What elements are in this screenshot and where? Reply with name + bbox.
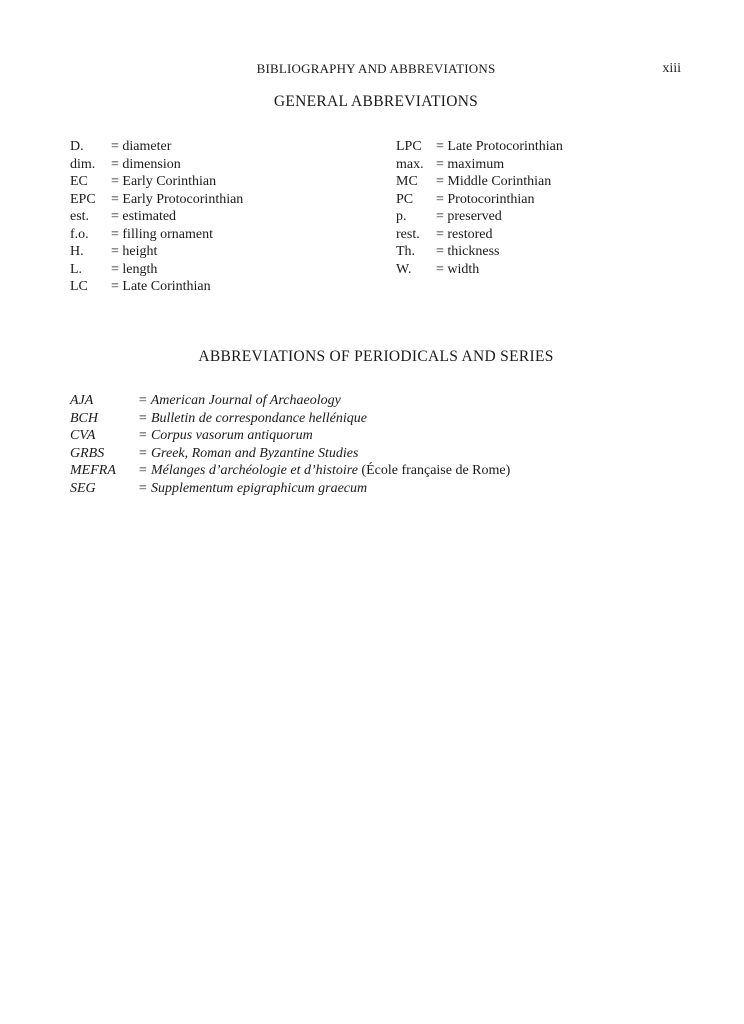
abbreviation-code: max. xyxy=(396,156,424,172)
abbreviation-code: H. xyxy=(70,244,84,259)
periodical-row xyxy=(70,480,510,498)
abbreviation-row xyxy=(70,208,243,226)
abbreviation-row xyxy=(70,191,243,209)
periodical-row xyxy=(70,410,510,428)
abbreviation-meaning: = Late Corinthian xyxy=(111,279,211,294)
abbreviation-row xyxy=(396,173,563,191)
abbreviation-row xyxy=(396,138,563,156)
abbreviation-row xyxy=(396,191,563,209)
abbreviation-meaning: = restored xyxy=(436,226,493,242)
general-abbreviations-right-column xyxy=(396,138,563,278)
abbreviation-code: EPC xyxy=(70,191,96,207)
abbreviation-row xyxy=(70,278,243,296)
periodical-code: MEFRA xyxy=(70,463,116,478)
periodical-row xyxy=(70,445,510,463)
abbreviation-code: L. xyxy=(70,261,83,277)
periodical-code: AJA xyxy=(70,393,94,408)
abbreviation-code: MC xyxy=(396,174,418,189)
periodicals-list xyxy=(70,392,510,497)
abbreviation-code: W. xyxy=(396,261,412,277)
abbreviation-code: LC xyxy=(70,279,88,294)
abbreviation-row xyxy=(70,156,243,174)
abbreviation-row xyxy=(70,261,243,279)
periodical-title: = Supplementum epigraphicum graecum xyxy=(138,480,368,496)
abbreviation-meaning: = filling ornament xyxy=(111,226,213,242)
periodical-title: = Mélanges d’archéologie et d’histoire xyxy=(138,463,358,478)
abbreviation-meaning: = Early Corinthian xyxy=(111,174,217,189)
periodical-row xyxy=(70,462,510,480)
abbreviation-row xyxy=(70,173,243,191)
periodical-note: (École française de Rome) xyxy=(357,463,511,478)
page-number: xiii xyxy=(662,61,681,76)
abbreviation-code: Th. xyxy=(396,244,416,259)
abbreviation-row xyxy=(396,243,563,261)
abbreviation-meaning: = dimension xyxy=(111,156,181,172)
abbreviation-code: LPC xyxy=(396,139,422,154)
abbreviation-code: rest. xyxy=(396,226,420,242)
abbreviation-meaning: = maximum xyxy=(436,156,505,172)
abbreviation-meaning: = estimated xyxy=(111,209,177,224)
abbreviation-meaning: = thickness xyxy=(436,244,500,259)
abbreviation-row xyxy=(396,261,563,279)
periodical-row xyxy=(70,427,510,445)
abbreviation-row xyxy=(396,208,563,226)
running-title: BIBLIOGRAPHY AND ABBREVIATIONS xyxy=(256,61,496,76)
general-abbreviations-heading: GENERAL ABBREVIATIONS xyxy=(273,93,479,110)
periodicals-heading: ABBREVIATIONS OF PERIODICALS AND SERIES xyxy=(198,348,554,365)
abbreviation-meaning: = height xyxy=(111,244,158,259)
abbreviation-row xyxy=(70,243,243,261)
abbreviation-meaning: = diameter xyxy=(111,139,172,154)
abbreviation-meaning: = Middle Corinthian xyxy=(436,174,552,189)
abbreviation-row xyxy=(396,156,563,174)
abbreviation-meaning: = Early Protocorinthian xyxy=(111,191,244,207)
abbreviation-meaning: = Protocorinthian xyxy=(436,191,535,207)
abbreviation-meaning: = Late Protocorinthian xyxy=(436,139,563,154)
abbreviation-meaning: = width xyxy=(436,261,480,277)
abbreviation-row xyxy=(396,226,563,244)
abbreviation-code: est. xyxy=(70,209,90,224)
abbreviation-code: p. xyxy=(396,209,407,224)
abbreviation-row xyxy=(70,226,243,244)
abbreviation-code: PC xyxy=(396,191,414,207)
abbreviation-meaning: = preserved xyxy=(436,209,502,224)
abbreviation-code: EC xyxy=(70,174,88,189)
periodical-title: = American Journal of Archaeology xyxy=(138,393,341,408)
abbreviation-meaning: = length xyxy=(111,261,158,277)
abbreviation-code: f.o. xyxy=(70,226,89,242)
abbreviation-code: dim. xyxy=(70,156,96,172)
periodical-code: GRBS xyxy=(70,445,105,461)
periodical-title: = Greek, Roman and Byzantine Studies xyxy=(138,445,359,461)
periodical-row xyxy=(70,392,510,410)
periodical-code: BCH xyxy=(70,410,98,426)
periodical-code: CVA xyxy=(70,428,96,443)
periodical-title: = Corpus vasorum antiquorum xyxy=(138,428,313,443)
general-abbreviations-left-column xyxy=(70,138,243,296)
periodical-title: = Bulletin de correspondance hellénique xyxy=(138,410,367,426)
abbreviation-code: D. xyxy=(70,139,84,154)
abbreviation-row xyxy=(70,138,243,156)
running-head xyxy=(0,61,744,79)
periodical-code: SEG xyxy=(70,480,96,496)
